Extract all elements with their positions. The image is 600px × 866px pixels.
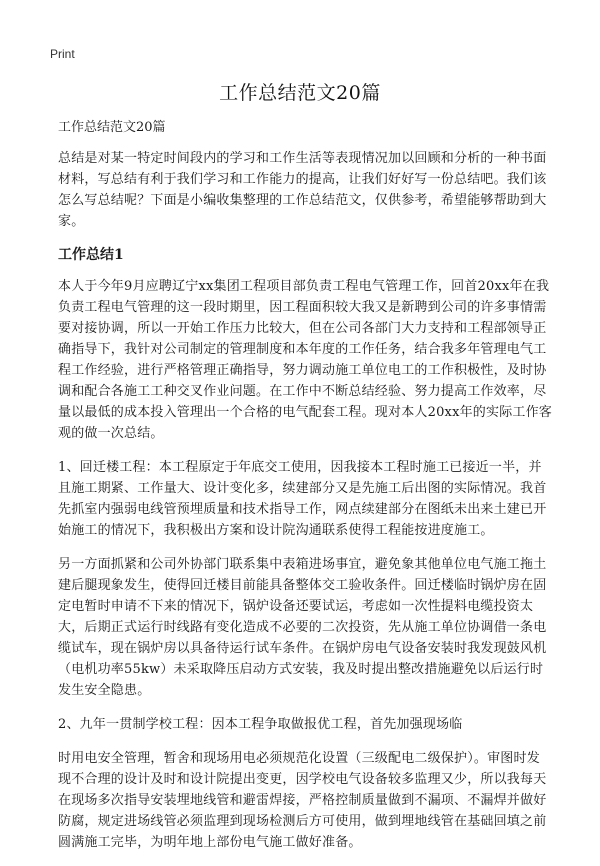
print-label[interactable]: Print	[50, 47, 75, 61]
body-paragraph: 2、九年一贯制学校工程：因本工程争取做报优工程，首先加强现场临	[58, 717, 463, 732]
body-paragraph: 本人于今年9月应聘辽宁xx集团工程项目部负责工程电气管理工作，回首20xx年在我负责工程电气管理的这一段时期里，因工程面积较大我又是新聘到公司的许多事情需要对接协调，所以一开始工作压力比较大，但在公司各部门大力支持和工程部领导正确指导下，我针对公司制定的管理制度和本年度的工作任务，结合我多年管理电气工程工作经验，进行严格管理正确指导，努力调动施工单位电工的工作积极性，及时协调和配合各施工工种交叉作业问题。在工作中不断总结经验、努力提高工作效率，尽量以最低的成本投入管理出一个合格的电气配套工程。现对本人20xx年的实际工作客观的做一次总结。	[58, 279, 553, 441]
page-title: 工作总结范文20篇	[219, 82, 381, 104]
body-paragraph: 1、回迁楼工程：本工程原定于年底交工使用，因我接本工程时施工已接近一半，并且施工期紧、工作量大、设计变化多，续建部分又是先施工后出图的实际情况。我首先抓室内强弱电线管预埋质量和技术指导工作，网点续建部分在图纸未出来土建已开始施工的情况下，我积极出方案和设计院沟通联系使得工程能按进度施工。	[58, 460, 547, 538]
body-paragraph: 另一方面抓紧和公司外协部门联系集中表箱进场事宜，避免象其他单位电气施工拖土建后腿现象发生，使得回迁楼目前能具备整体交工验收条件。回迁楼临时锅炉房在固定电暂时申请不下来的情况下，锅炉设备还要试运，考虑如一次性提料电缆投资太大，后期正式运行时线路有变化造成不必要的二次投资，先从施工单位协调借一条电缆试车，现在锅炉房以具备待运行试车条件。在锅炉房电气设备安装时我发现鼓风机（电机功率55kw）未采取降压启动方式安装，我及时提出整改措施避免以后运行时发生安全隐患。	[58, 557, 547, 698]
body-paragraph: 时用电安全管理，暂舍和现场用电必须规范化设置（三级配电二级保护）。审图时发现不合理的设计及时和设计院提出变更，因学校电气设备较多监理又少，所以我每天在现场多次指导安装埋地线管和避雷焊接，严格控制质量做到不漏项、不漏焊并做好防腐，规定进场线管必须监理到现场检测后方可使用，做到埋地线管在基础回填之前圆满施工完毕，为明年地上部份电气施工做好准备。	[58, 751, 547, 850]
intro-paragraph: 总结是对某一特定时间段内的学习和工作生活等表现情况加以回顾和分析的一种书面材料，写总结有利于我们学习和工作能力的提高，让我们好好写一份总结吧。我们该怎么写总结呢？下面是小编收集整理的工作总结范文，仅供参考，希望能够帮助到大家。	[58, 151, 547, 229]
document-body	[58, 118, 553, 866]
document-subtitle: 工作总结范文20篇	[58, 120, 166, 135]
section-heading: 工作总结1	[58, 247, 124, 263]
